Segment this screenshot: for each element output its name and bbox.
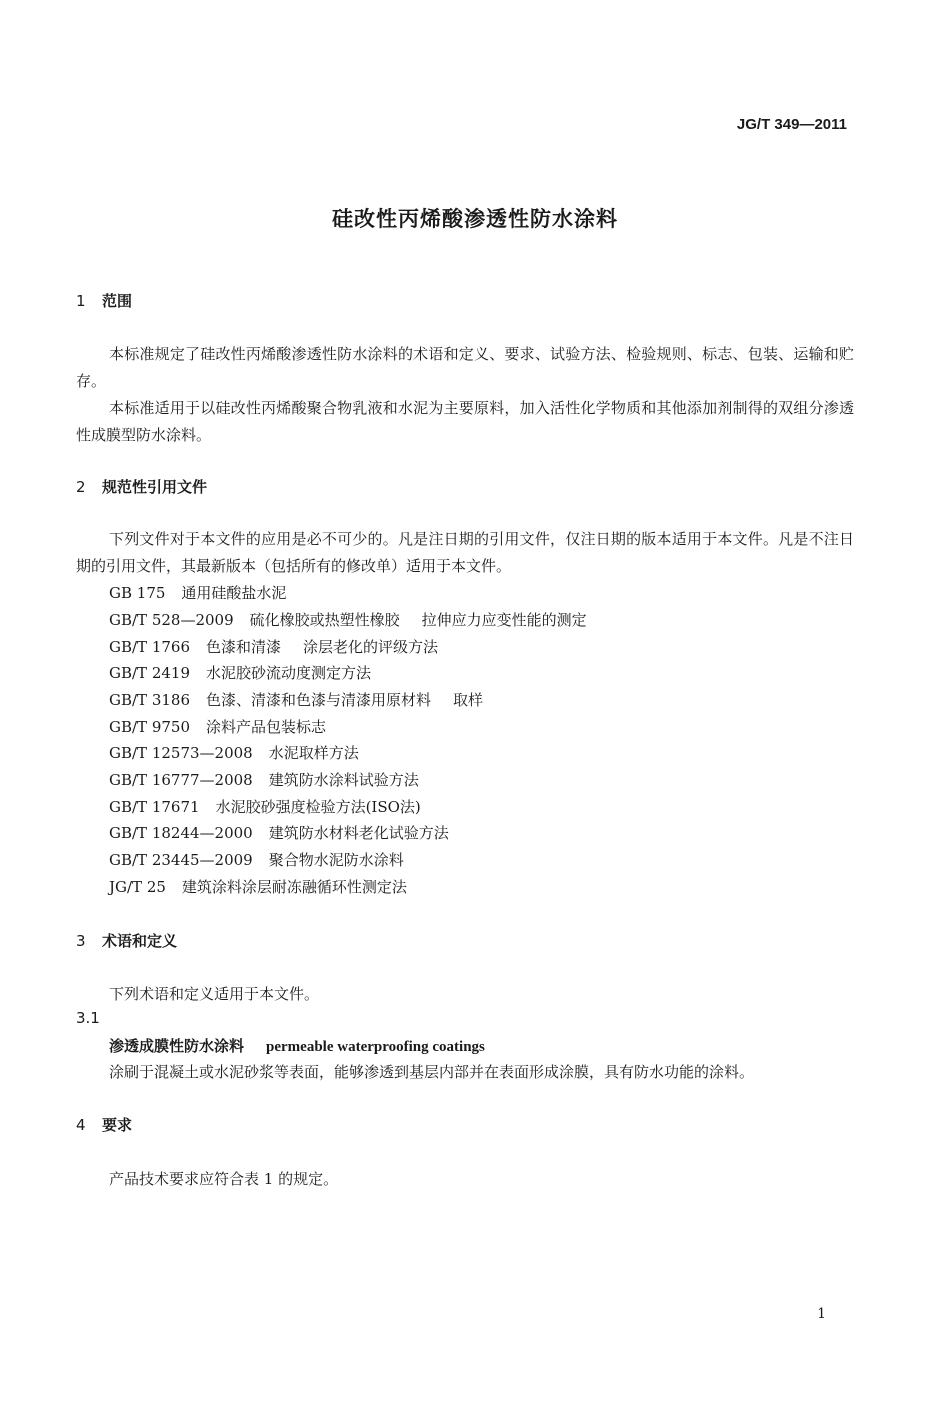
term-definition: 涂刷于混凝土或水泥砂浆等表面，能够渗透到基层内部并在表面形成涂膜，具有防水功能的涂料。: [109, 1063, 755, 1081]
reference-item: [109, 716, 326, 737]
reference-title: 色漆和清漆: [206, 638, 282, 656]
reference-code: GB 175: [109, 584, 166, 602]
section-4-text: 产品技术要求应符合表 1 的规定。: [109, 1170, 339, 1188]
reference-subtitle: 取样: [453, 691, 484, 709]
reference-subtitle: 涂层老化的评级方法: [303, 638, 439, 656]
section-2-heading: [76, 476, 207, 497]
term-heading: [109, 1035, 485, 1056]
reference-item: [109, 609, 587, 630]
reference-item: [109, 636, 438, 657]
reference-code: GB/T 12573—2008: [109, 744, 253, 762]
reference-subtitle: 拉伸应力应变性能的测定: [421, 611, 587, 629]
reference-title: 建筑涂料涂层耐冻融循环性测定法: [181, 878, 407, 896]
reference-code: GB/T 3186: [109, 691, 191, 709]
section-3-intro: 下列术语和定义适用于本文件。: [109, 985, 320, 1003]
reference-item: [109, 689, 483, 710]
section-number: 3: [76, 932, 86, 950]
reference-code: GB/T 9750: [109, 718, 191, 736]
reference-code: GB/T 18244—2000: [109, 824, 253, 842]
section-number: 1: [76, 292, 86, 310]
section-title: 术语和定义: [102, 932, 178, 950]
reference-item: [109, 796, 421, 817]
reference-item: [109, 876, 407, 897]
section-title: 规范性引用文件: [102, 478, 208, 496]
reference-title: 色漆、清漆和色漆与清漆用原材料: [206, 691, 432, 709]
reference-item: [109, 769, 419, 790]
reference-title: 建筑防水材料老化试验方法: [268, 824, 449, 842]
reference-title: 聚合物水泥防水涂料: [268, 851, 404, 869]
reference-title: 涂料产品包装标志: [206, 718, 327, 736]
section-title: 要求: [102, 1116, 133, 1134]
page-number: 1: [817, 1306, 826, 1322]
reference-code: GB/T 16777—2008: [109, 771, 253, 789]
reference-code: JG/T 25: [109, 878, 166, 896]
reference-code: GB/T 1766: [109, 638, 191, 656]
section-number: 4: [76, 1116, 86, 1134]
section-3-heading: [76, 930, 177, 951]
document-code: JG/T 349—2011: [736, 116, 847, 133]
section-4-heading: [76, 1114, 132, 1135]
reference-title: 水泥胶砂流动度测定方法: [206, 664, 372, 682]
reference-title: 建筑防水涂料试验方法: [268, 771, 419, 789]
reference-code: GB/T 2419: [109, 664, 191, 682]
reference-title: 通用硅酸盐水泥: [181, 584, 287, 602]
reference-item: [109, 742, 359, 763]
section-title: 范围: [102, 292, 133, 310]
reference-title: 硫化橡胶或热塑性橡胶: [249, 611, 400, 629]
section-1-heading: [76, 290, 132, 311]
subsection-number: 3.1: [76, 1009, 100, 1027]
reference-item: [109, 849, 404, 870]
reference-code: GB/T 17671: [109, 798, 200, 816]
term-chinese: 渗透成膜性防水涂料: [109, 1037, 245, 1055]
section-1-paragraph-2: 本标准适用于以硅改性丙烯酸聚合物乳液和水泥为主要原料，加入活性化学物质和其他添加剂制得的双组分渗透性成膜型防水涂料。: [76, 399, 854, 444]
reference-code: GB/T 528—2009: [109, 611, 234, 629]
reference-title: 水泥取样方法: [268, 744, 359, 762]
reference-item: [109, 582, 286, 603]
reference-item: [109, 662, 371, 683]
reference-code: GB/T 23445—2009: [109, 851, 253, 869]
section-number: 2: [76, 478, 86, 496]
section-2-intro: 下列文件对于本文件的应用是必不可少的。凡是注日期的引用文件，仅注日期的版本适用于本文件。凡是不注日期的引用文件，其最新版本（包括所有的修改单）适用于本文件。: [76, 530, 854, 575]
term-english: permeable waterproofing coatings: [266, 1039, 485, 1055]
reference-item: [109, 822, 449, 843]
reference-title: 水泥胶砂强度检验方法(ISO法): [215, 798, 421, 816]
document-title: 硅改性丙烯酸渗透性防水涂料: [332, 207, 618, 231]
section-1-paragraph-1: 本标准规定了硅改性丙烯酸渗透性防水涂料的术语和定义、要求、试验方法、检验规则、标志、包装、运输和贮存。: [76, 345, 854, 390]
